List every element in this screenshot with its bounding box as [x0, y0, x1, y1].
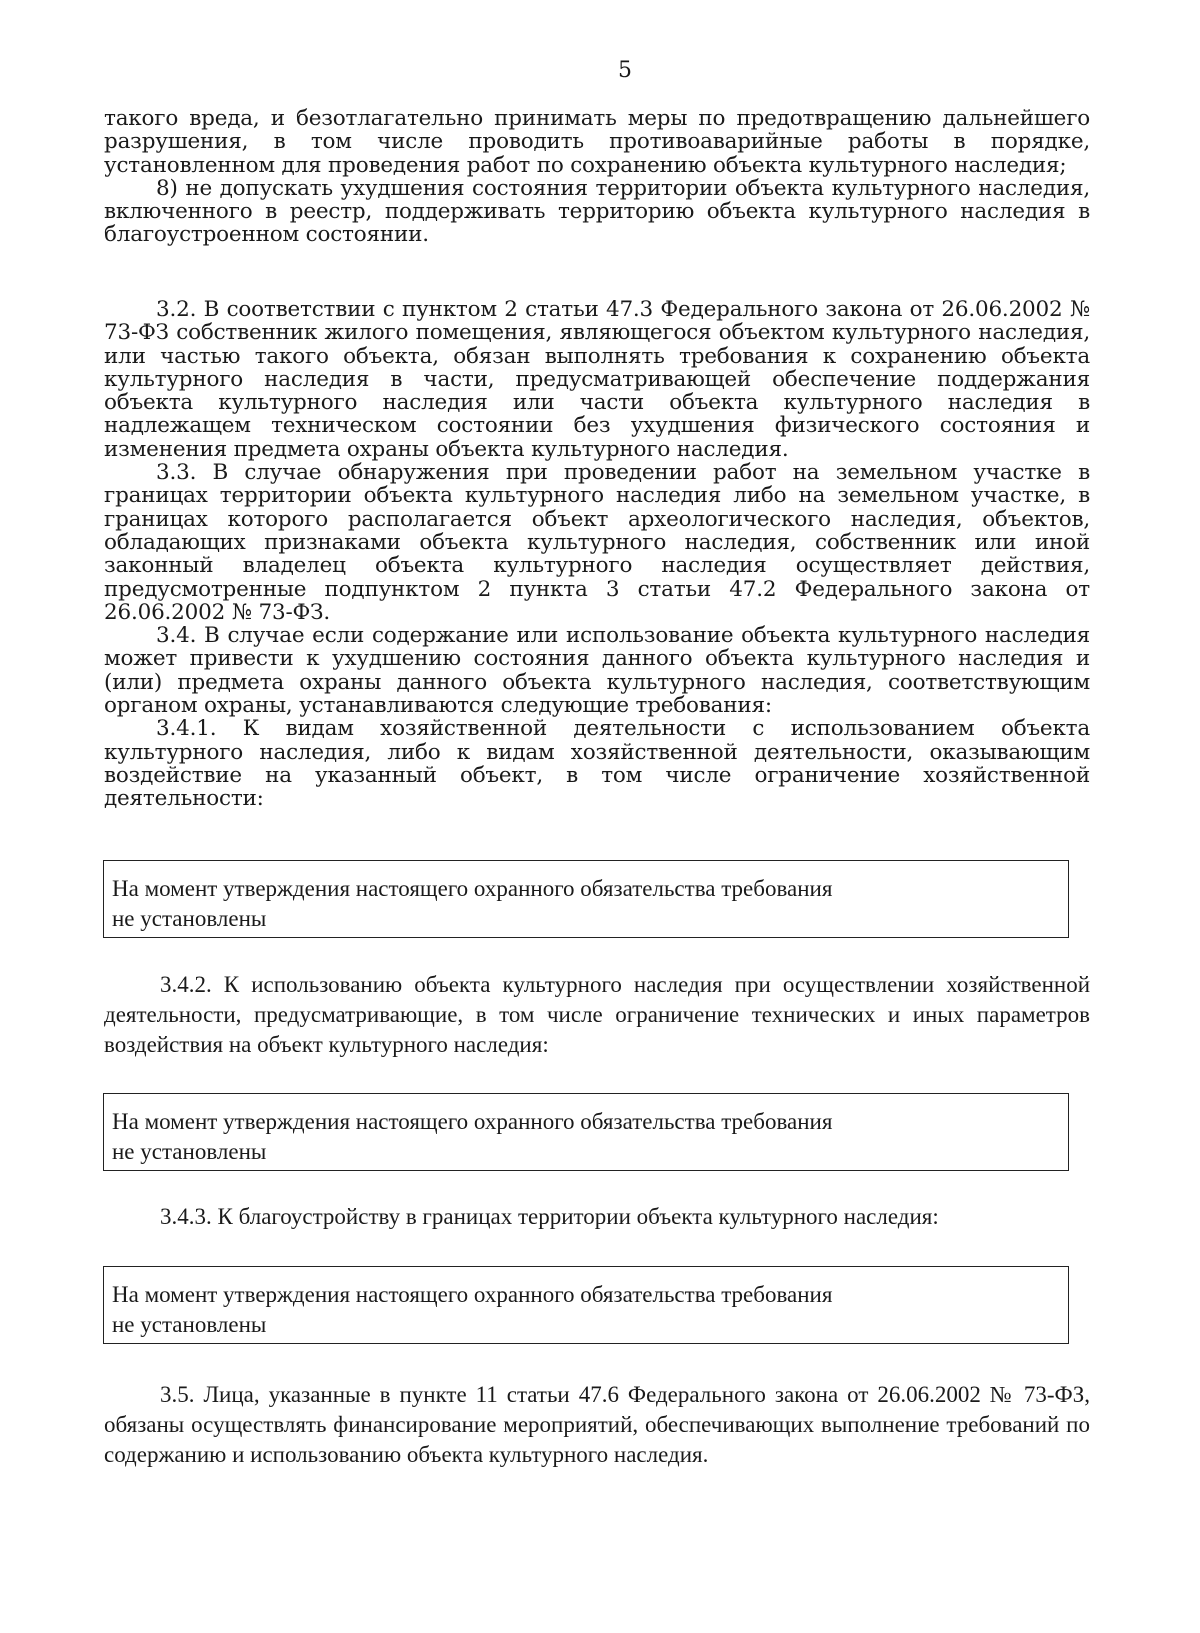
section-3-4-3	[104, 1202, 1090, 1232]
section-3-1-continuation	[104, 107, 1090, 247]
paragraph-3-3: 3.3. В случае обнаружения при проведении работ на земельном участке в границах территории объекта культурного наследия либо на земельном участке, в границах которого располагается объект археологического наследия, объектов, обладающих признаками объекта культурного наследия, собственник или иной законный владелец объекта культурного наследия осуществляет действия, предусмотренные подпунктом 2 пункта 3 статьи 47.2 Федерального закона от 26.06.2002 № 73-ФЗ.	[104, 460, 1090, 625]
requirement-box-line: На момент утверждения настоящего охранного обязательства требования	[112, 876, 833, 901]
paragraph-3-4-3: 3.4.3. К благоустройству в границах территории объекта культурного наследия:	[160, 1204, 939, 1229]
paragraph-3-4: 3.4. В случае если содержание или использование объекта культурного наследия может привести к ухудшению состояния данного объекта культурного наследия и (или) предмета охраны данного объекта культурного наследия, соответствующим органом охраны, устанавливаются следующие требования:	[104, 623, 1090, 719]
page-number: 5	[618, 58, 632, 83]
paragraph-item-8: 8) не допускать ухудшения состояния территории объекта культурного наследия, включенного в реестр, поддерживать территорию объекта культурного наследия в благоустроенном состоянии.	[104, 175, 1090, 248]
requirement-box-line: На момент утверждения настоящего охранного обязательства требования	[112, 1282, 833, 1307]
requirement-box-3-4-2	[103, 1093, 1069, 1171]
requirement-box-3-4-1	[103, 860, 1069, 938]
section-3-5	[104, 1380, 1090, 1470]
requirement-box-line: На момент утверждения настоящего охранного обязательства требования	[112, 1109, 833, 1134]
paragraph-continuation: такого вреда, и безотлагательно принимать меры по предотвращению дальнейшего разрушения, в том числе проводить противоаварийные работы в порядке, установленном для проведения работ по сохранению объекта культурного наследия;	[104, 106, 1090, 178]
requirement-box-line: не установлены	[112, 906, 267, 931]
section-3-2-to-3-4-1	[104, 298, 1090, 811]
paragraph-3-5: 3.5. Лица, указанные в пункте 11 статьи 47.6 Федерального закона от 26.06.2002 № 73-ФЗ, обязаны осуществлять финансирование мероприятий, обеспечивающих выполнение требований по содержанию и использованию объекта культурного наследия.	[104, 1382, 1090, 1467]
requirement-box-line: не установлены	[112, 1139, 267, 1164]
requirement-box-line: не установлены	[112, 1312, 267, 1337]
paragraph-3-4-1: 3.4.1. К видам хозяйственной деятельности с использованием объекта культурного наследия, либо к видам хозяйственной деятельности, оказывающим воздействие на указанный объект, в том числе ограничение хозяйственной деятельности:	[104, 716, 1090, 812]
requirement-box-3-4-3	[103, 1266, 1069, 1344]
section-3-4-2	[104, 970, 1090, 1060]
paragraph-3-4-2: 3.4.2. К использованию объекта культурного наследия при осуществлении хозяйственной деятельности, предусматривающие, в том числе ограничение технических и иных параметров воздействия на объект культурного наследия:	[104, 972, 1090, 1057]
paragraph-3-2: 3.2. В соответствии с пунктом 2 статьи 47.3 Федерального закона от 26.06.2002 № 73-ФЗ собственник жилого помещения, являющегося объектом культурного наследия, или частью такого объекта, обязан выполнять требования к сохранению объекта культурного наследия в части, предусматривающей обеспечение поддержания объекта культурного наследия или части объекта культурного наследия в надлежащем техническом состоянии без ухудшения физического состояния и изменения предмета охраны объекта культурного наследия.	[104, 297, 1090, 462]
